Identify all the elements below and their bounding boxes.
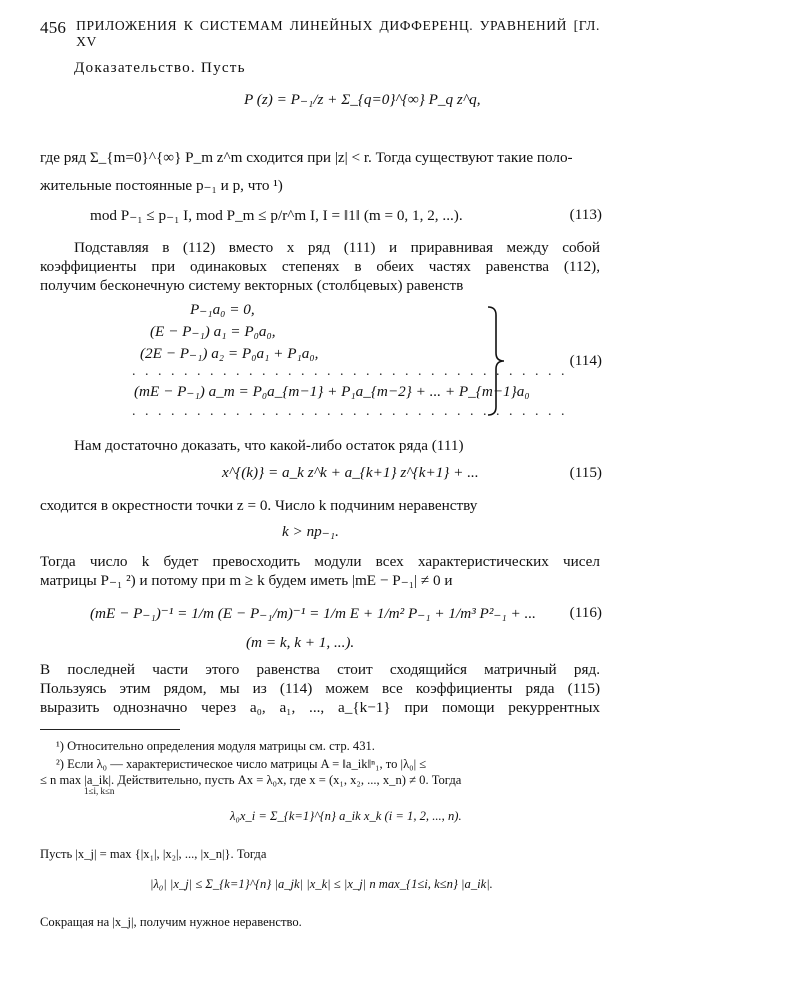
proof-start: Доказательство. Пусть: [74, 59, 246, 76]
paragraph-6-line-2: Пользуясь этим рядом, мы из (114) можем все коэффициенты ряда (115): [40, 680, 600, 697]
footnote-rule: [40, 729, 180, 730]
paragraph-6-line-3: выразить однозначно через a₀, a₁, ..., a_{k−1} при помощи рекуррентных: [40, 699, 600, 716]
system-equation-m: (mE − P₋₁) a_m = P₀a_{m−1} + P₁a_{m−2} + ... + P_{m−1}a₀: [134, 383, 530, 400]
paragraph-6-line-1: В последней части этого равенства стоит сходящийся матричный ряд.: [40, 661, 600, 678]
footnote-2-line-1: ²) Если λ₀ — характеристическое число матрицы A = ‖a_ik‖ⁿ₁, то |λ₀| ≤: [56, 757, 427, 771]
footnote-conclusion: Сокращая на |x_j|, получим нужное неравенство.: [40, 915, 302, 929]
paragraph-3: Нам достаточно доказать, что какой-либо остаток ряда (111): [74, 437, 464, 454]
system-equation-1: P₋₁a₀ = 0,: [190, 301, 255, 318]
system-dots-row-1: . . . . . . . . . . . . . . . . . . . . . . . . . . . . . . . . . .: [132, 364, 568, 379]
equation-115: x^{(k)} = a_k z^k + a_{k+1} z^{k+1} + ...: [222, 464, 479, 481]
footnote-2-line-2: ≤ n max |a_ik|. Действительно, пусть Ax = λ₀x, где x = (x₁, x₂, ..., x_n) ≠ 0. Тогда: [40, 773, 462, 787]
footnote-equation-2: |λ₀| |x_j| ≤ Σ_{k=1}^{n} |a_jk| |x_k| ≤ |x_j| n max_{1≤i, k≤n} |a_ik|.: [150, 877, 493, 891]
paragraph-2-line-2: коэффициенты при одинаковых степенях в обеих частях равенства (112),: [40, 258, 600, 275]
system-equation-2: (E − P₋₁) a₁ = P₀a₀,: [150, 323, 276, 340]
equation-p: [244, 90, 481, 109]
inequality-k: k > np₋₁.: [282, 523, 339, 540]
equation-116-range: (m = k, k + 1, ...).: [246, 634, 355, 651]
equation-116: (mE − P₋₁)⁻¹ = 1/m (E − P₋₁/m)⁻¹ = 1/m E + 1/m² P₋₁ + 1/m³ P²₋₁ + ...: [90, 605, 536, 622]
running-header: [40, 18, 600, 50]
footnote-1: ¹) Относительно определения модуля матрицы см. стр. 431.: [56, 739, 375, 753]
equation-113-number: (113): [569, 206, 602, 223]
paragraph-5-line-2: матрицы P₋₁ ²) и потому при m ≥ k будем иметь |mE − P₋₁| ≠ 0 и: [40, 572, 453, 589]
right-brace: [484, 305, 506, 417]
page-number: 456: [40, 18, 67, 37]
footnote-equation-1: λ₀x_i = Σ_{k=1}^{n} a_ik x_k (i = 1, 2, ..., n).: [230, 809, 462, 823]
footnote-2-subscript: 1≤i, k≤n: [84, 786, 115, 796]
equation-114-number: (114): [569, 352, 602, 369]
series-line: где ряд Σ_{m=0}^{∞} P_m z^m сходится при |z| < r. Тогда существуют такие поло-: [40, 149, 573, 166]
paragraph-5-line-1: Тогда число k будет превосходить модули всех характеристических чисел: [40, 553, 600, 570]
paragraph-4: сходится в окрестности точки z = 0. Число k подчиним неравенству: [40, 497, 478, 514]
equation-116-number: (116): [569, 604, 602, 621]
running-title: ПРИЛОЖЕНИЯ К СИСТЕМАМ ЛИНЕЙНЫХ ДИФФЕРЕНЦ. УРАВНЕНИЙ [ГЛ. XV: [76, 18, 600, 49]
paragraph-2-line-3: получим бесконечную систему векторных (столбцевых) равенств: [40, 277, 464, 294]
paragraph-2-line-1: Подставляя в (112) вместо x ряд (111) и приравнивая между собой: [74, 239, 600, 256]
equation-p-text: P (z) = P₋₁/z + Σ_{q=0}^{∞} P_q z^q,: [244, 91, 481, 108]
system-equation-3: (2E − P₋₁) a₂ = P₀a₁ + P₁a₀,: [140, 345, 319, 362]
equation-115-number: (115): [569, 464, 602, 481]
equation-113: mod P₋₁ ≤ p₋₁ I, mod P_m ≤ p/r^m I, I = ‖1‖ (m = 0, 1, 2, ...).: [90, 207, 463, 224]
system-dots-row-2: . . . . . . . . . . . . . . . . . . . . . . . . . . . . . . . . . .: [132, 404, 568, 419]
footnote-let-line: Пусть |x_j| = max {|x₁|, |x₂|, ..., |x_n|}. Тогда: [40, 847, 267, 861]
positive-constants-line: жительные постоянные p₋₁ и p, что ¹): [40, 177, 283, 194]
